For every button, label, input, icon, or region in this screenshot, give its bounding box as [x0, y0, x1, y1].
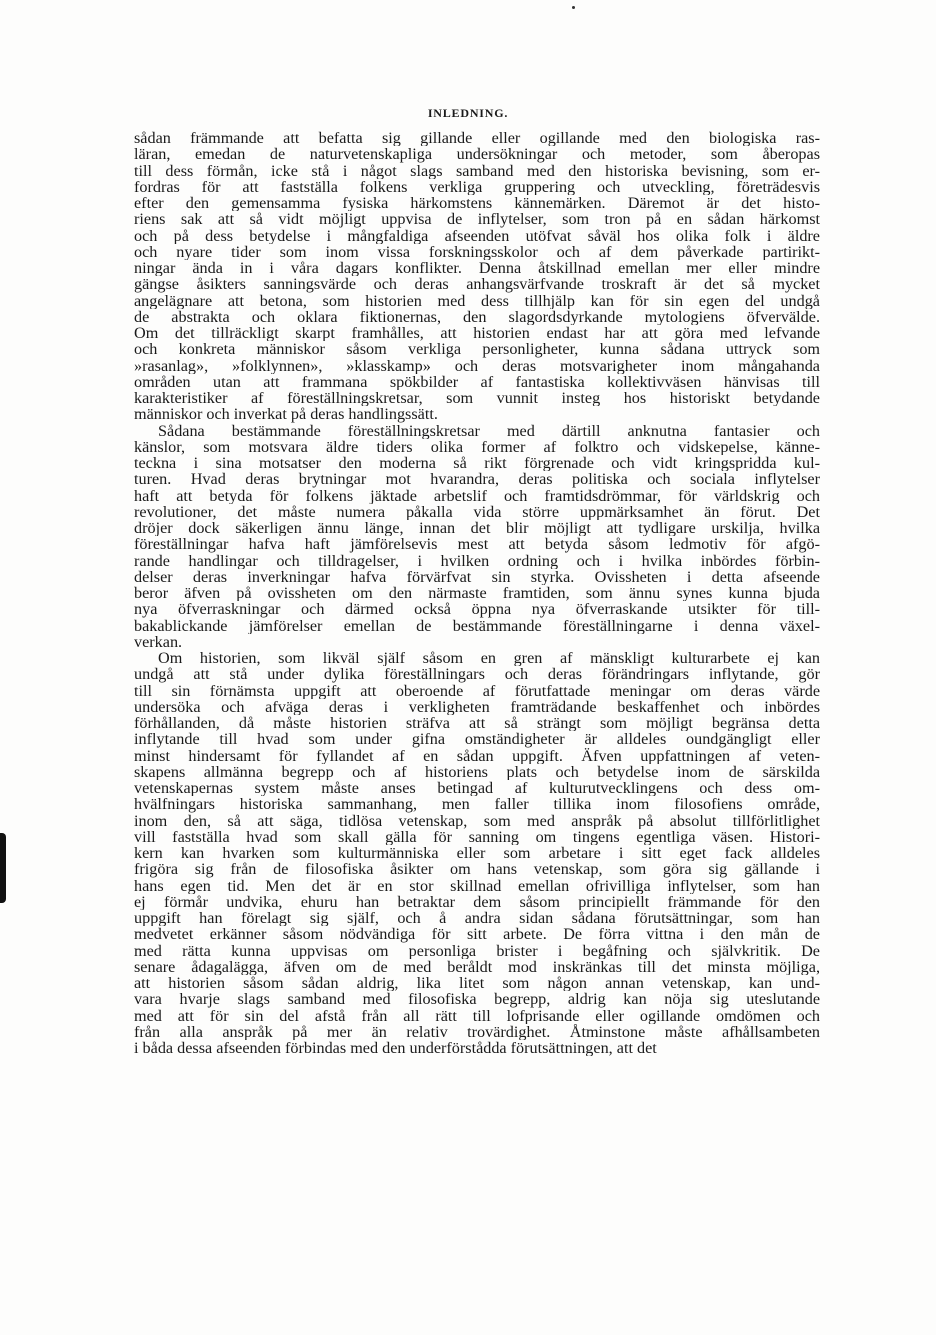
text-line: verkan. [134, 633, 183, 650]
text-line: människor och inverkat på deras handlingssätt. [134, 406, 438, 423]
text-line: läran, emedan de naturvetenskapliga undersökningar och metoder, som åberopas [134, 146, 820, 163]
running-header: INLEDNING. [427, 106, 509, 120]
text-line: »rasanlag», »folklynnen», »klasskamp» och deras motsvarigheter inom mångahanda [134, 357, 820, 374]
text-line: minst hindersamt för fyllandet af en sådan uppgift. Äfven uppfattningen af veten- [134, 747, 820, 764]
text-line: bakablickande jämförelser emellan de bestämmande föreställningarne i denna växel- [134, 617, 820, 634]
text-line: ej förmår undvika, ehuru han betraktar dem såsom principiellt främmande för den [134, 893, 820, 910]
text-line: kern kan hvarken som kulturmänniska eller som arbetare i sitt eget fack alldeles [134, 845, 820, 862]
text-line: de abstrakta och oklara fiktionernas, den slagordsdyrkande mytologiens öfvervälde. [134, 308, 820, 325]
text-line: och konkreta människor såsom verkliga personligheter, kunna sådana uttryck som [134, 341, 820, 358]
text-line: med att för sin del afstå från all rätt till lofprisande eller ogillande omdömen och [134, 1007, 820, 1024]
text-line: ningar ända in i våra dagars konflikter. Denna åtskillnad emellan mer eller mindre [134, 260, 820, 277]
text-line: karakteristiker af föreställningskretsar, som vunnit insteg hos historiskt betydande [134, 390, 820, 407]
text-line: delser deras inverkningar hafva förvärfvat sin styrka. Ovissheten i detta afseende [134, 568, 820, 585]
body-text [134, 130, 820, 1056]
text-line: senare ådagalägga, äfven om de med beråldt mod inskränkas till det minsta möjliga, [134, 958, 820, 975]
text-line: turen. Hvad deras brytningar mot hvarandra, deras politiska och sociala inflytelser [134, 471, 820, 488]
text-line: teckna i sina motsatser den moderna så rikt förgrenade och vidt kringspridda kul- [134, 455, 820, 472]
text-line: inom den, så att säga, tidlösa vetenskap, som med anspråk på absolut tillförlitlighet [134, 812, 820, 829]
scan-speck [572, 6, 575, 9]
text-line: vill fastställa hvad som skall gälla för sanning om tingens egentliga väsen. Histori- [134, 828, 820, 845]
paragraph [134, 130, 820, 423]
text-line: angelägnare att betona, som historien med dess tillhjälp kan för sin egen del undgå [134, 292, 820, 309]
text-line: till sin förnämsta uppgift att oberoende af förutfattade meningar om deras värde [134, 682, 820, 699]
text-line: dröjer dock säkerligen ännu länge, innan det blir möjligt att tydligare urskilja, hvilka [134, 520, 820, 537]
text-line: riens sak att så vidt möjligt uppvisa de inflytelser, som tron på en sådan härkomst [134, 211, 820, 228]
paragraph [134, 423, 820, 651]
binding-edge-mark [0, 833, 6, 903]
text-line: med rätta kunna uppvisas om personliga brister i begåfning och självkritik. De [134, 942, 820, 959]
text-line: Om det tillräckligt skarpt framhålles, att historien endast har att göra med lefvande [134, 325, 820, 342]
text-line: undersöka och afväga deras i verkligheten framträdande beskaffenhet och inbördes [134, 698, 820, 715]
text-line: rande handlingar och tilldragelser, i hvilken ordning och i hvilka inbördes förbin- [134, 552, 820, 569]
text-line: medvetet erkänner såsom nödvändiga för sitt arbete. De förra vittna i den mån de [134, 926, 820, 943]
text-line: och på dess betydelse i mångfaldiga afseenden utöfvat såväl hos olika folk i äldre [134, 227, 820, 244]
text-line: hvälfningars historiska sammanhang, men faller tillika inom filosofiens område, [134, 796, 820, 813]
text-line: vara hvarje slags samband med filosofiska begrepp, aldrig kan nöja sig uteslutande [134, 991, 820, 1008]
text-line: från alla anspråk på mer än relativ trovärdighet. Åtminstone måste afhållsambeten [134, 1023, 820, 1040]
text-line: undgå att stå under dylika föreställningars och deras förändringars inflytande, gör [134, 666, 820, 683]
text-line: att historien såsom sådan aldrig, lika litet som någon annan vetenskap, kan und- [134, 975, 820, 992]
text-line: revolutioner, det måste numera påkalla vida större uppmärksamhet än förut. Det [134, 503, 820, 520]
text-line: beror äfven på ovissheten om den närmaste framtiden, som ännu synes kunna bjuda [134, 585, 820, 602]
text-line: gängse åsikters sanningsvärde och deras anhangsvärfvande troskraft är det så mycket [134, 276, 820, 293]
text-line: föreställningar hafva haft jämförelsevis mest att betyda såsom ledmotiv för afgö- [134, 536, 820, 553]
text-line: förhållanden, då måste historien sträfva att så strängt som möjligt begränsa detta [134, 715, 820, 732]
text-line: hans egen tid. Men det är en stor skillnad emellan ofrivilliga inflytelser, som han [134, 877, 820, 894]
text-line: till dess förmån, icke stå i något slags samband med den historiska bevisning, som er- [134, 162, 820, 179]
text-line: inflytande till hvad som under gifna omständigheter är alldeles oundgängligt eller [134, 731, 820, 748]
text-line: nya öfverraskningar och därmed också öppna nya öfverraskande utsikter för till- [134, 601, 820, 618]
text-line: känslor, som motsvara äldre tiders olika former af folktro och vidskepelse, känne- [134, 438, 820, 455]
text-line: haft att betyda för folkens jäktade arbetslif och framtidsdrömmar, för världskrig och [134, 487, 820, 504]
text-line: frigöra sig från de filosofiska åsikter om hans vetenskap, som göra sig gällande i [134, 861, 820, 878]
text-line: skapens allmänna begrepp och af historiens plats och betydelse inom de särskilda [134, 763, 820, 780]
text-line: fordras för att fastställa folkens verkliga gruppering och utveckling, företrädesvis [134, 178, 820, 195]
text-line: i båda dessa afseenden förbindas med den underförstådda förutsättningen, att det [134, 1040, 657, 1057]
text-line: Sådana bestämmande föreställningskretsar med därtill anknutna fantasier och [158, 422, 820, 439]
text-line: vetenskapernas system måste anses betingad af kulturutvecklingens och dess om- [134, 780, 820, 797]
text-line: efter den gemensamma fysiska härkomstens kännemärken. Däremot är det histo- [134, 195, 820, 212]
text-line: områden utan att frammana spökbilder af fantastiska kollektivväsen hänvisas till [134, 373, 820, 390]
paragraph [134, 650, 820, 1056]
text-line: Om historien, som likväl själf såsom en gren af mänskligt kulturarbete ej kan [158, 650, 820, 667]
text-line: uppgift han förelagt sig själf, och å andra sidan sådana förutsättningar, som han [134, 910, 820, 927]
text-line: och nyare tider som inom vissa forskningsskolor och af dem påverkade partirikt- [134, 243, 820, 260]
text-line: sådan främmande att befatta sig gillande eller ogillande med den biologiska ras- [134, 130, 820, 147]
